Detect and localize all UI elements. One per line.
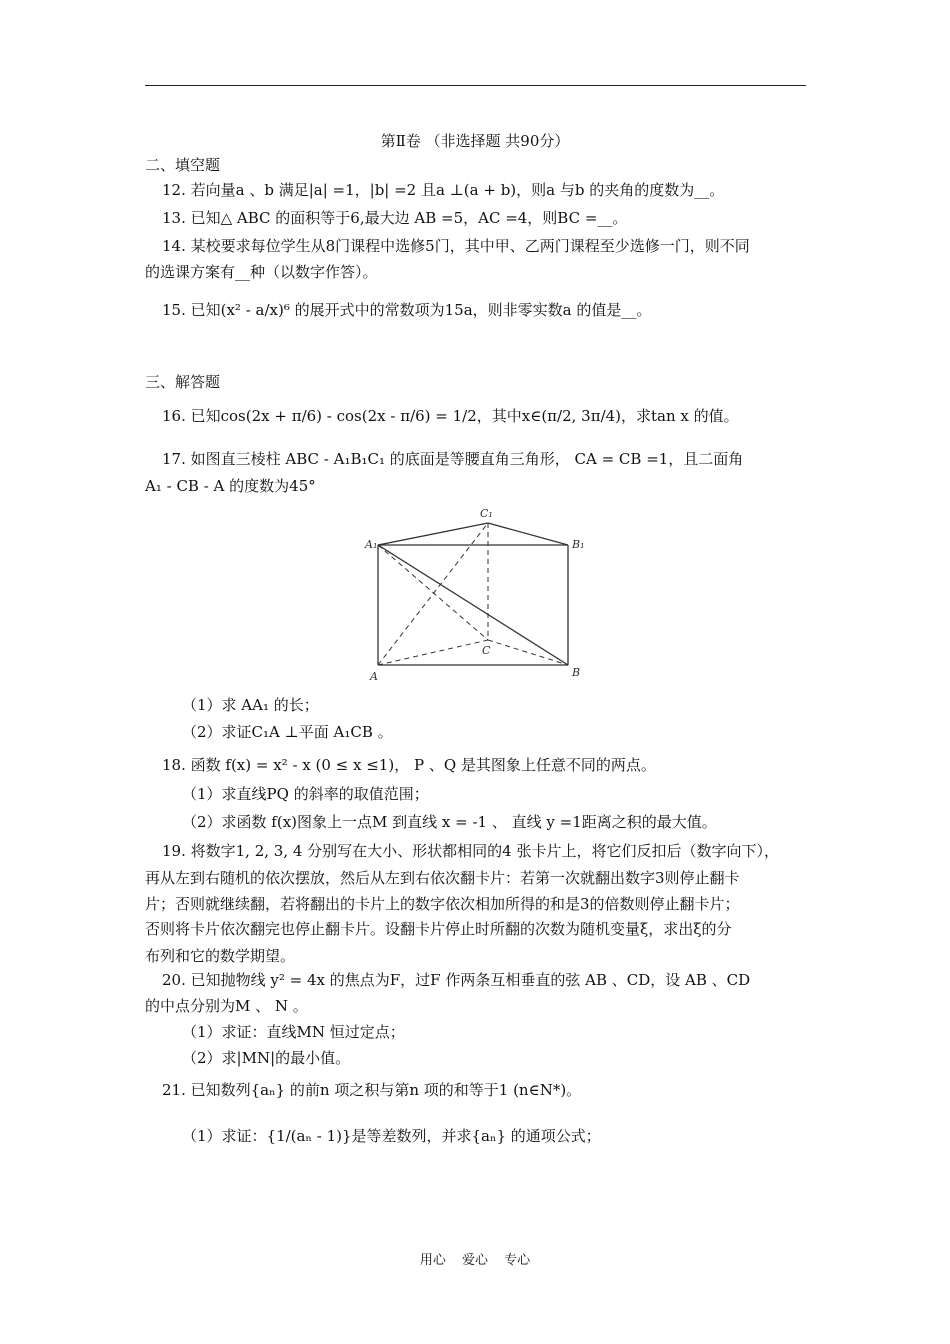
section-fill-blank: 二、填空题 [145,156,221,174]
edge-c1b1 [488,523,568,545]
question-19-cont-3: 否则将卡片依次翻完也停止翻卡片。设翻卡片停止时所翻的次数为随机变量ξ，求出ξ的分 [145,920,732,938]
question-17-part-2: （2）求证C₁A ⊥平面 A₁CB 。 [182,723,393,741]
edge-ac1 [378,523,488,665]
footer-text-1: 用心 [419,1253,446,1268]
label-a1: A₁ [365,538,378,551]
label-c1: C₁ [480,507,493,520]
label-b1: B₁ [572,538,585,551]
edge-a1b [378,545,568,665]
page-footer [0,1249,950,1268]
question-13: 13. 已知△ ABC 的面积等于6,最大边 AB =5，AC =4，则BC =__。 [162,209,628,227]
edge-a1c [378,545,488,640]
question-20-cont: 的中点分别为M 、 N 。 [145,997,308,1015]
label-c: C [482,644,491,657]
question-12: 12. 若向量a 、b 满足|a| =1，|b| =2 且a ⊥(a + b)，则a 与b 的夹角的度数为__。 [162,181,725,199]
question-19-cont-4: 布列和它的数学期望。 [145,947,296,965]
prism-figure [360,500,600,690]
question-21: 21. 已知数列{aₙ} 的前n 项之积与第n 项的和等于1 (n∈N*)。 [162,1081,582,1099]
question-19-cont-2: 片；否则就继续翻，若将翻出的卡片上的数字依次相加所得的和是3的倍数则停止翻卡片； [145,895,740,913]
question-20-part-1: （1）求证：直线MN 恒过定点； [182,1023,405,1041]
question-15: 15. 已知(x² - a/x)⁶ 的展开式中的常数项为15a，则非零实数a 的值是__。 [162,301,652,319]
question-19: 19. 将数字1, 2, 3, 4 分别写在大小、形状都相同的4 张卡片上，将它们反扣后（数字向下）， [162,842,779,860]
question-17-part-1: （1）求 AA₁ 的长； [182,696,319,714]
question-17: 17. 如图直三棱柱 ABC - A₁B₁C₁ 的底面是等腰直角三角形， CA = CB =1，且二面角 [162,450,744,468]
question-14-cont: 的选课方案有__种（以数字作答）。 [145,263,378,281]
question-19-cont-1: 再从左到右随机的依次摆放，然后从左到右依次翻卡片：若第一次就翻出数字3则停止翻卡 [145,869,740,887]
question-21-part-1: （1）求证：{1/(aₙ - 1)}是等差数列，并求{aₙ} 的通项公式； [182,1127,601,1145]
question-20-part-2: （2）求|MN|的最小值。 [182,1049,351,1067]
section-title: 第Ⅱ卷 （非选择题 共90分） [380,132,570,150]
label-b: B [572,666,581,679]
question-20: 20. 已知抛物线 y² = 4x 的焦点为F，过F 作两条互相垂直的弦 AB 、CD，设 AB 、CD [162,971,751,989]
question-18: 18. 函数 f(x) = x² - x (0 ≤ x ≤1)， P 、Q 是其图象上任意不同的两点。 [162,756,656,774]
question-14: 14. 某校要求每位学生从8门课程中选修5门，其中甲、乙两门课程至少选修一门，则不同 [162,237,750,255]
footer-text-2: 爱心 [461,1253,488,1268]
edge-ac [378,640,488,665]
edge-cb [488,640,568,665]
question-18-part-1: （1）求直线PQ 的斜率的取值范围； [182,785,429,803]
section-answer: 三、解答题 [145,373,221,391]
question-18-part-2: （2）求函数 f(x)图象上一点M 到直线 x = -1 、 直线 y =1距离之积的最大值。 [182,813,717,831]
question-17-cont: A₁ - CB - A 的度数为45° [145,477,316,495]
edge-a1c1 [378,523,488,545]
header-rule [145,85,806,86]
label-a: A [370,670,378,683]
footer-text-3: 专心 [504,1253,531,1268]
question-16: 16. 已知cos(2x + π/6) - cos(2x - π/6) = 1/2，其中x∈(π/2, 3π/4)，求tan x 的值。 [162,407,739,425]
